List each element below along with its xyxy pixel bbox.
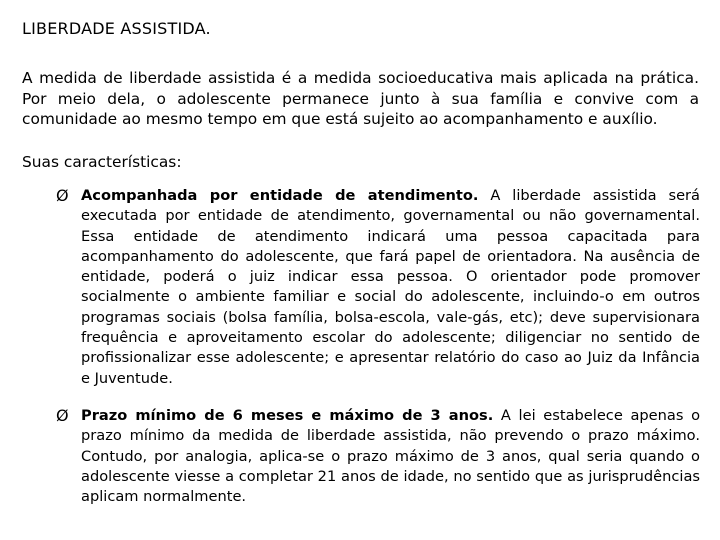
arrow-bullet-icon: Ø — [56, 186, 69, 205]
bullet-paragraph — [81, 406, 700, 507]
bullet-item — [56, 186, 700, 389]
page-title: LIBERDADE ASSISTIDA. — [22, 19, 211, 38]
intro-paragraph: A medida de liberdade assistida é a medida socioeducativa mais aplicada na prática. Por meio dela, o adolescente permanece junto à sua família e convive com a comunidade ao mesmo tempo em que está sujeito ao acompanhamento e auxílio. — [22, 69, 699, 128]
bullet-paragraph — [81, 186, 700, 389]
bullet-heading: Acompanhada por entidade de atendimento. — [81, 187, 479, 204]
bullet-heading: Prazo mínimo de 6 meses e máximo de 3 anos. — [81, 407, 494, 424]
bullet-body: A lei estabelece apenas o prazo mínimo da medida de liberdade assistida, não prevendo o prazo máximo. Contudo, por analogia, aplica-se o prazo máximo de 3 anos, qual seria quando o adolescente viesse a completar 21 anos de idade, no sentido que as jurisprudências aplicam normalmente. — [81, 407, 700, 506]
bullet-body: A liberdade assistida será executada por entidade de atendimento, governamental ou não governamental. Essa entidade de atendimento indicará uma pessoa capacitada para acompanhamento do adolescente, que fará papel de orientadora. Na ausência de entidade, poderá o juiz indicar essa pessoa. O orientador pode promover socialmente o ambiente familiar e social do adolescente, incluindo-o em outros programas sociais (bolsa família, bolsa-escola, vale-gás, etc); deve supervisionara frequência e aproveitamento escolar do adolescente; diligenciar no sentido de profissionalizar esse adolescente; e apresentar relatório do caso ao Juiz da Infância e Juventude. — [81, 187, 700, 387]
arrow-bullet-icon: Ø — [56, 406, 69, 425]
bullet-item — [56, 406, 700, 507]
characteristics-heading: Suas características: — [22, 153, 182, 171]
